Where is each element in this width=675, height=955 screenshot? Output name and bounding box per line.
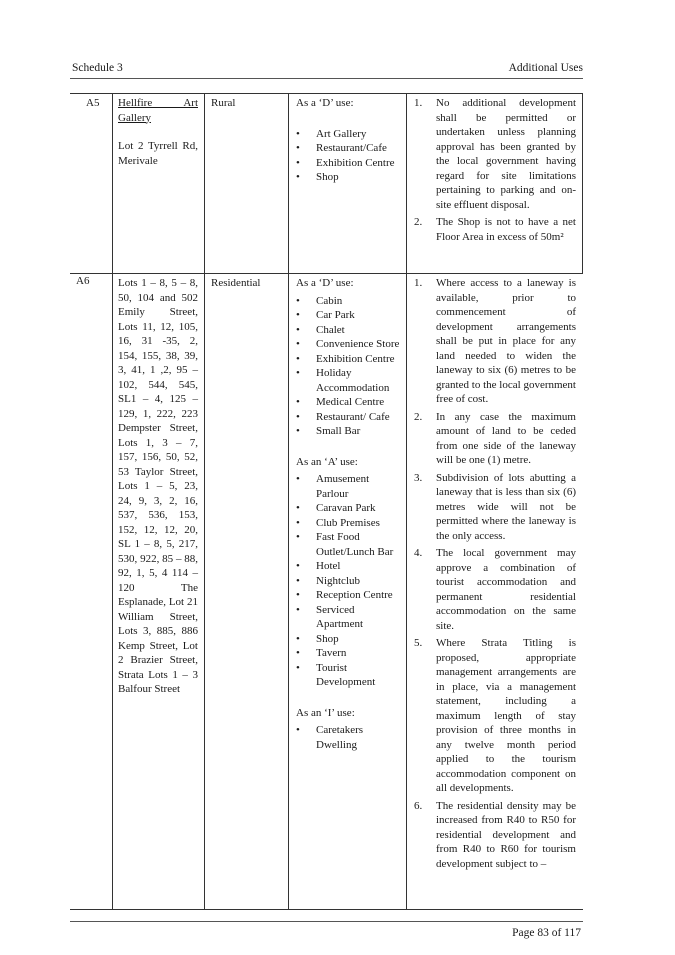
footer-rule xyxy=(70,921,583,922)
list-item: 2. In any case the maximum amount of land to be ceded from one side of the laneway will be one (1) metre. xyxy=(414,410,576,466)
row-description: Lots 1 – 8, 5 – 8, 50, 104 and 502 Emily Street, Lots 11, 12, 105, 16, 31 -35, 2, 154, 155, 38, 39, 3, 41, 1 ,2, 95 – 102, 544, 545, SL1 – 4, 125 – 129, 1, 222, 223 Dempster Street, Lots 1, 3 – 7, 157, 156, 50, 52, 53 Taylor Street, Lots 1 – 5, 23, 24, 9, 3, 2, 16, 537, 536, 153, 152, 12, 12, 20, SL 1 – 8, 5, 217, 530, 922, 85 – 88, 92, 1, 5, 4 114 – 120 The Esplanade, Lot 21 William Street, Lots 3, 885, 886 Kemp Street, Lot 2 Brazier Street, Strata Lots 1 – 3 Balfour Street xyxy=(118,277,198,695)
column-divider xyxy=(406,93,407,909)
list-item: • Restaurant/ Cafe xyxy=(296,410,402,425)
list-item: • Restaurant/Cafe xyxy=(296,141,400,156)
row-id: A5 xyxy=(86,97,100,109)
list-item: 3. Subdivision of lots abutting a laneway that is less than six (6) metres wide will not be permitted where the laneway is the only access. xyxy=(414,471,576,542)
schedule-label: Schedule 3 xyxy=(72,62,123,74)
list-item: • Nightclub xyxy=(296,574,402,589)
use-list xyxy=(296,127,400,185)
list-item: • Exhibition Centre xyxy=(296,156,400,171)
use-class-heading: As an ‘I’ use: xyxy=(296,706,355,719)
list-item: • Caravan Park xyxy=(296,501,402,516)
list-item: • Tourist Development xyxy=(296,661,402,690)
list-item: • Cabin xyxy=(296,294,402,309)
condition-list xyxy=(414,96,576,244)
list-item: 1. Where access to a laneway is available, prior to commencement of development arrangements shall be put in place for any land needed to widen the laneway to six (6) metres to be granted to the local government free of cost. xyxy=(414,277,576,405)
table-bottom-border xyxy=(70,909,583,910)
list-item: • Convenience Store xyxy=(296,337,402,352)
header-rule xyxy=(70,78,583,79)
list-item: • Chalet xyxy=(296,323,402,338)
spacer xyxy=(296,690,402,706)
row-id: A6 xyxy=(76,275,90,287)
table-top-border xyxy=(70,93,583,94)
spacer xyxy=(118,125,198,139)
place-name: Hellfire Art Gallery xyxy=(118,97,198,124)
use-list xyxy=(296,294,402,439)
list-item: • Tavern xyxy=(296,646,402,661)
row-zone: Residential xyxy=(211,277,261,289)
row-zone: Rural xyxy=(211,97,236,109)
list-item: 6. The residential density may be increased from R40 to R50 for residential development and from R40 to R60 for tourism development subject to – xyxy=(414,799,576,870)
list-item: 4. The local government may approve a combination of tourist accommodation and permanent residential accommodation on the same site. xyxy=(414,547,576,632)
spacer xyxy=(296,439,402,455)
place-location: Lot 2 Tyrrell Rd, Merivale xyxy=(118,140,198,167)
condition-list xyxy=(414,276,576,871)
list-item: • Art Gallery xyxy=(296,127,400,142)
use-class-heading: As an ‘A’ use: xyxy=(296,455,358,468)
list-item: • Serviced Apartment xyxy=(296,603,402,632)
list-item: • Exhibition Centre xyxy=(296,352,402,367)
list-item: • Caretakers Dwelling xyxy=(296,723,402,752)
row-uses xyxy=(296,276,402,752)
use-class-heading: As a ‘D’ use: xyxy=(296,97,354,109)
page-header xyxy=(72,62,583,78)
list-item: • Hotel xyxy=(296,559,402,574)
list-item: • Shop xyxy=(296,170,400,185)
row-conditions xyxy=(414,96,576,247)
row-conditions xyxy=(414,276,576,874)
use-list xyxy=(296,723,402,752)
list-item: • Shop xyxy=(296,632,402,647)
page-number: Page 83 of 117 xyxy=(512,927,581,939)
row-uses xyxy=(296,96,400,185)
row-divider xyxy=(70,273,583,274)
list-item: • Fast Food Outlet/Lunch Bar xyxy=(296,530,402,559)
column-divider xyxy=(582,93,583,273)
list-item: • Small Bar xyxy=(296,424,402,439)
use-class-heading: As a ‘D’ use: xyxy=(296,277,354,289)
list-item: • Medical Centre xyxy=(296,395,402,410)
list-item: • Amusement Parlour xyxy=(296,472,402,501)
list-item: 5. Where Strata Titling is proposed, appropriate management arrangements are in place, via a management statement, including a maximum length of stay provision of three months in any twelve month period applied to the tourism accommodation component on all developments. xyxy=(414,637,576,794)
list-item: 2. The Shop is not to have a net Floor Area in excess of 50m² xyxy=(414,216,576,243)
list-item: • Club Premises xyxy=(296,516,402,531)
column-divider xyxy=(288,93,289,909)
use-list xyxy=(296,472,402,690)
column-divider xyxy=(204,93,205,909)
spacer xyxy=(296,111,400,127)
column-divider xyxy=(112,93,113,909)
row-description xyxy=(118,96,198,168)
list-item: • Holiday Accommodation xyxy=(296,366,402,395)
section-label: Additional Uses xyxy=(508,62,583,74)
list-item: • Car Park xyxy=(296,308,402,323)
list-item: • Reception Centre xyxy=(296,588,402,603)
list-item: 1. No additional development shall be permitted or undertaken unless planning approval has been granted by the local government having regard for site limitations pertaining to parking and on-site effluent disposal. xyxy=(414,97,576,211)
